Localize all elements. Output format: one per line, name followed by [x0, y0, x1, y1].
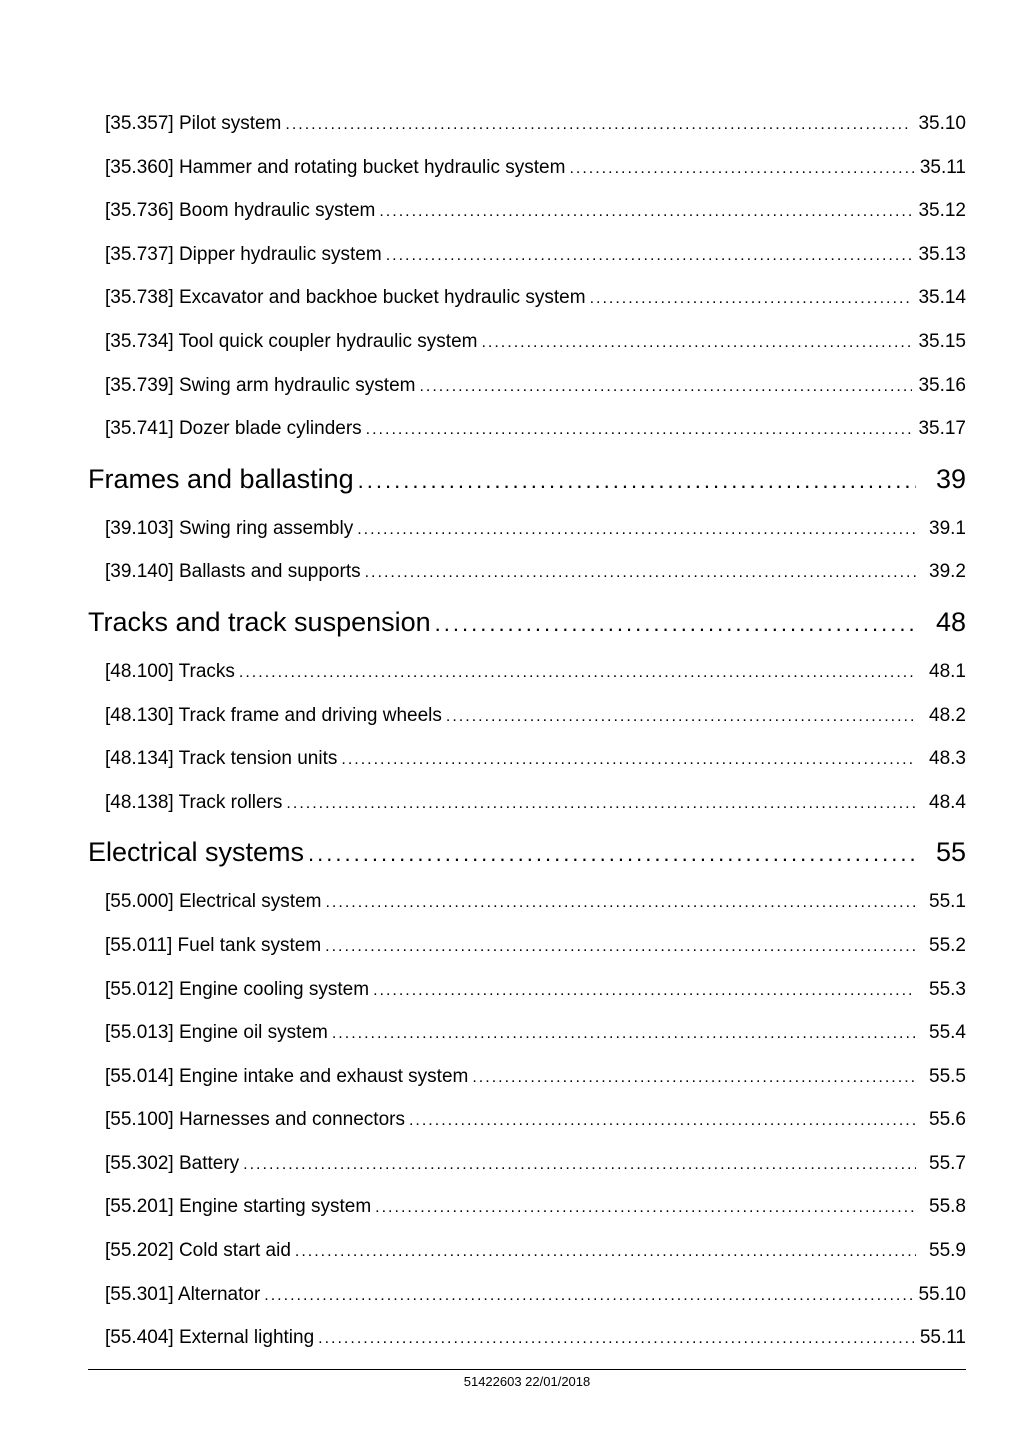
toc-entry-page: 55.3	[929, 978, 966, 1000]
toc-entry[interactable]	[88, 1316, 966, 1360]
dot-leader	[286, 782, 916, 826]
dot-leader	[357, 508, 916, 552]
toc-entry-page: 55.7	[929, 1152, 966, 1174]
toc-entry-title: [48.130] Track frame and driving wheels	[105, 704, 442, 726]
toc-entry[interactable]	[88, 880, 966, 924]
toc-section-heading[interactable]	[88, 453, 966, 505]
toc-section-title: Tracks and track suspension	[88, 606, 431, 637]
toc-entry-title: [35.736] Boom hydraulic system	[105, 200, 376, 222]
toc-entry-page: 55.4	[929, 1022, 966, 1044]
toc-entry[interactable]	[88, 233, 966, 277]
toc-entry-title: [35.738] Excavator and backhoe bucket hydraulic system	[105, 287, 586, 309]
toc-entry[interactable]	[88, 1229, 966, 1273]
toc-entry-title: [55.202] Cold start aid	[105, 1240, 291, 1262]
dot-leader	[373, 969, 916, 1013]
toc-entry-page: 55.10	[918, 1283, 966, 1305]
dot-leader	[419, 365, 912, 409]
toc-entry-page: 48.3	[929, 748, 966, 770]
dot-leader	[295, 1230, 916, 1274]
table-of-contents	[88, 102, 966, 1360]
toc-entry[interactable]	[88, 1055, 966, 1099]
dot-leader	[386, 234, 913, 278]
toc-entry[interactable]	[88, 924, 966, 968]
toc-entry[interactable]	[88, 694, 966, 738]
toc-entry[interactable]	[88, 650, 966, 694]
toc-entry[interactable]	[88, 1011, 966, 1055]
toc-entry-title: [55.302] Battery	[105, 1152, 240, 1174]
dot-leader	[590, 277, 913, 321]
toc-entry[interactable]	[88, 189, 966, 233]
toc-section-page: 39	[935, 463, 966, 494]
toc-entry-title: [55.012] Engine cooling system	[105, 978, 370, 1000]
toc-entry-title: [39.140] Ballasts and supports	[105, 561, 361, 583]
toc-entry-page: 55.9	[929, 1240, 966, 1262]
toc-entry-title: [55.301] Alternator	[105, 1283, 261, 1305]
toc-entry-page: 55.1	[929, 891, 966, 913]
toc-entry-title: [35.741] Dozer blade cylinders	[105, 418, 362, 440]
toc-entry-title: [48.134] Track tension units	[105, 748, 338, 770]
toc-entry-page: 39.2	[929, 561, 966, 583]
dot-leader	[375, 1186, 916, 1230]
toc-entry[interactable]	[88, 276, 966, 320]
dot-leader	[318, 1317, 914, 1361]
dot-leader	[285, 103, 912, 147]
toc-entry-page: 35.16	[918, 374, 966, 396]
toc-section-page: 48	[935, 606, 966, 637]
toc-entry-page: 48.1	[929, 660, 966, 682]
toc-section-heading[interactable]	[88, 826, 966, 878]
toc-entry[interactable]	[88, 550, 966, 594]
dot-leader	[341, 738, 916, 782]
toc-entry-title: [55.013] Engine oil system	[105, 1022, 328, 1044]
toc-entry-page: 55.11	[919, 1327, 966, 1349]
dot-leader	[243, 1143, 916, 1187]
toc-entry-title: [48.138] Track rollers	[105, 791, 283, 813]
dot-leader	[435, 598, 916, 650]
toc-entry-page: 35.11	[919, 156, 966, 178]
toc-entry-title: [35.357] Pilot system	[105, 113, 282, 134]
dot-leader	[325, 925, 916, 969]
dot-leader	[358, 455, 916, 507]
dot-leader	[239, 651, 916, 695]
toc-entry-title: [39.103] Swing ring assembly	[105, 517, 354, 539]
dot-leader	[446, 695, 916, 739]
toc-entry[interactable]	[88, 102, 966, 146]
toc-entry[interactable]	[88, 364, 966, 408]
toc-entry-title: [55.014] Engine intake and exhaust system	[105, 1065, 469, 1087]
footer-document-id: 51422603 22/01/2018	[463, 1374, 591, 1389]
footer-divider	[88, 1369, 966, 1370]
toc-entry-page: 48.4	[929, 791, 966, 813]
toc-entry-page: 55.6	[929, 1109, 966, 1131]
dot-leader	[264, 1274, 912, 1318]
dot-leader	[379, 190, 912, 234]
toc-section-heading[interactable]	[88, 596, 966, 648]
dot-leader	[409, 1099, 916, 1143]
toc-entry[interactable]	[88, 1142, 966, 1186]
toc-entry-title: [55.100] Harnesses and connectors	[105, 1109, 405, 1131]
toc-entry[interactable]	[88, 968, 966, 1012]
dot-leader	[308, 828, 916, 880]
toc-entry[interactable]	[88, 1273, 966, 1317]
toc-entry-page: 35.13	[918, 243, 966, 265]
toc-section-page: 55	[935, 837, 966, 868]
toc-entry-page: 55.2	[929, 934, 966, 956]
toc-entry-page: 48.2	[929, 704, 966, 726]
toc-entry-title: [55.000] Electrical system	[105, 891, 322, 913]
toc-entry[interactable]	[88, 1098, 966, 1142]
toc-entry-page: 35.10	[918, 113, 966, 134]
toc-entry[interactable]	[88, 320, 966, 364]
toc-entry-page: 39.1	[929, 517, 966, 539]
toc-entry[interactable]	[88, 407, 966, 451]
dot-leader	[481, 321, 912, 365]
toc-entry-title: [35.360] Hammer and rotating bucket hydraulic system	[105, 156, 566, 178]
toc-entry[interactable]	[88, 1185, 966, 1229]
dot-leader	[472, 1056, 916, 1100]
toc-entry[interactable]	[88, 507, 966, 551]
toc-entry-title: [48.100] Tracks	[105, 660, 235, 682]
toc-entry-page: 55.8	[929, 1196, 966, 1218]
toc-section-title: Frames and ballasting	[88, 463, 354, 494]
toc-entry-title: [35.739] Swing arm hydraulic system	[105, 374, 416, 396]
toc-entry-page: 35.17	[918, 418, 966, 440]
toc-entry-title: [55.404] External lighting	[105, 1327, 315, 1349]
dot-leader	[325, 881, 916, 925]
toc-entry[interactable]	[88, 146, 966, 190]
toc-entry-title: [35.737] Dipper hydraulic system	[105, 243, 382, 265]
toc-entry-page: 35.15	[918, 330, 966, 352]
dot-leader	[365, 551, 916, 595]
toc-entry-page: 35.12	[918, 200, 966, 222]
toc-entry-title: [55.201] Engine starting system	[105, 1196, 372, 1218]
toc-entry[interactable]	[88, 737, 966, 781]
toc-section-title: Electrical systems	[88, 837, 305, 868]
toc-entry-page: 55.5	[929, 1065, 966, 1087]
dot-leader	[332, 1012, 916, 1056]
toc-entry-page: 35.14	[918, 287, 966, 309]
toc-entry-title: [35.734] Tool quick coupler hydraulic system	[105, 330, 478, 352]
toc-entry-title: [55.011] Fuel tank system	[105, 934, 322, 956]
dot-leader	[569, 147, 913, 191]
toc-entry[interactable]	[88, 781, 966, 825]
dot-leader	[366, 408, 913, 452]
